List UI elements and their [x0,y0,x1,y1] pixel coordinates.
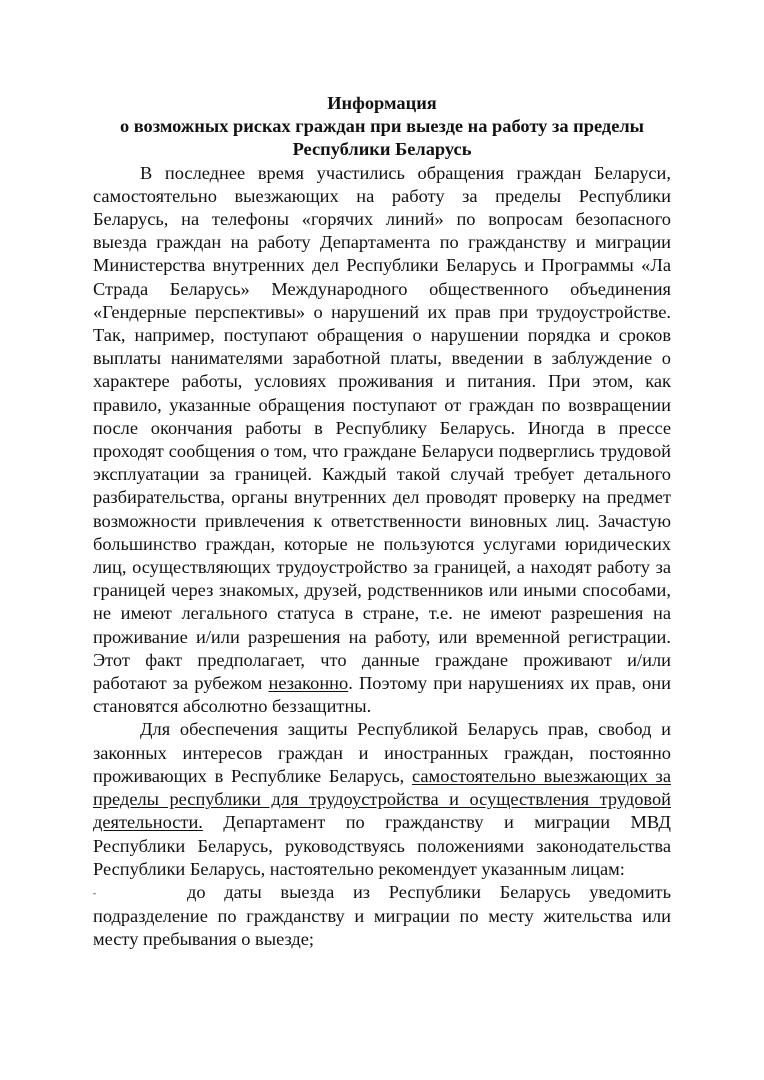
heading-subtitle-line1: о возможных рисках граждан при выезде на работу за пределы [119,116,645,137]
underlined-illegally: незаконно [268,673,349,694]
paragraph-risks-text: В последнее время участились обращения граждан Беларуси, самостоятельно выезжающих на работу за пределы Республики Беларусь, на телефоны «горячих линий» по вопросам безопасного выезда граждан на работу Департамента по гражданству и миграции Министерства внутренних дел Республики Беларусь и Программы «Ла Страда Беларусь» Международного общественного объединения «Гендерные перспективы» о нарушений их прав при трудоустройстве. Так, например, поступают обращения о нарушении порядка и сроков выплаты нанимателями заработной платы, введении в заблуждение о характере работы, условиях проживания и питания. При этом, как правило, указанные обращения поступают от граждан по возвращении после окончания работы в Республику Беларусь. Иногда в прессе проходят сообщения о том, что граждане Беларуси подверглись трудовой эксплуатации за границей. Каждый такой случай требует детального разбирательства, органы внутренних дел проводят проверку на предмет возможности привлечения к ответственности виновных лиц. Зачастую большинство граждан, которые не пользуются услугами юридических лиц, осуществляющих трудоустройство за границей, а находят работу за границей через знакомых, друзей, родственников или иными способами, не имеют легального статуса в стране, т.е. не имеют разрешения на проживание и/или разрешения на работу, или временной регистрации. Этот факт предполагает, что данные граждане проживают и/или работают за рубежом [93,162,671,694]
document-page [93,92,671,952]
document-heading [93,92,671,162]
heading-subtitle-line2: Республики Беларусь [292,139,472,160]
heading-title: Информация [327,93,437,113]
list-item [93,881,671,952]
list-dash-marker: - [93,888,96,899]
paragraph-risks-tail: . Поэтому при нарушениях их прав, они становятся абсолютно беззащитны. [93,673,671,717]
paragraph-recommendations [93,718,671,880]
paragraph-recommendations-start: Для обеспечения защиты Республикой Беларусь прав, свобод и законных интересов граждан и иностранных граждан, постоянно проживающих в Республике Беларусь, [93,719,671,786]
underlined-independent-departure: самостоятельно выезжающих за пределы республики для трудоустройства и осуществления трудовой деятельности. [93,765,671,833]
paragraph-risks [93,162,671,719]
list-item-text: до даты выезда из Республики Беларусь уведомить подразделение по гражданству и миграции по месту жительства или месту пребывания о выезде; [93,881,671,950]
paragraph-recommendations-end: Департамент по гражданству и миграции МВД Республики Беларусь, руководствуясь положениями законодательства Республики Беларусь, настоятельно рекомендует указанным лицам: [93,812,671,879]
